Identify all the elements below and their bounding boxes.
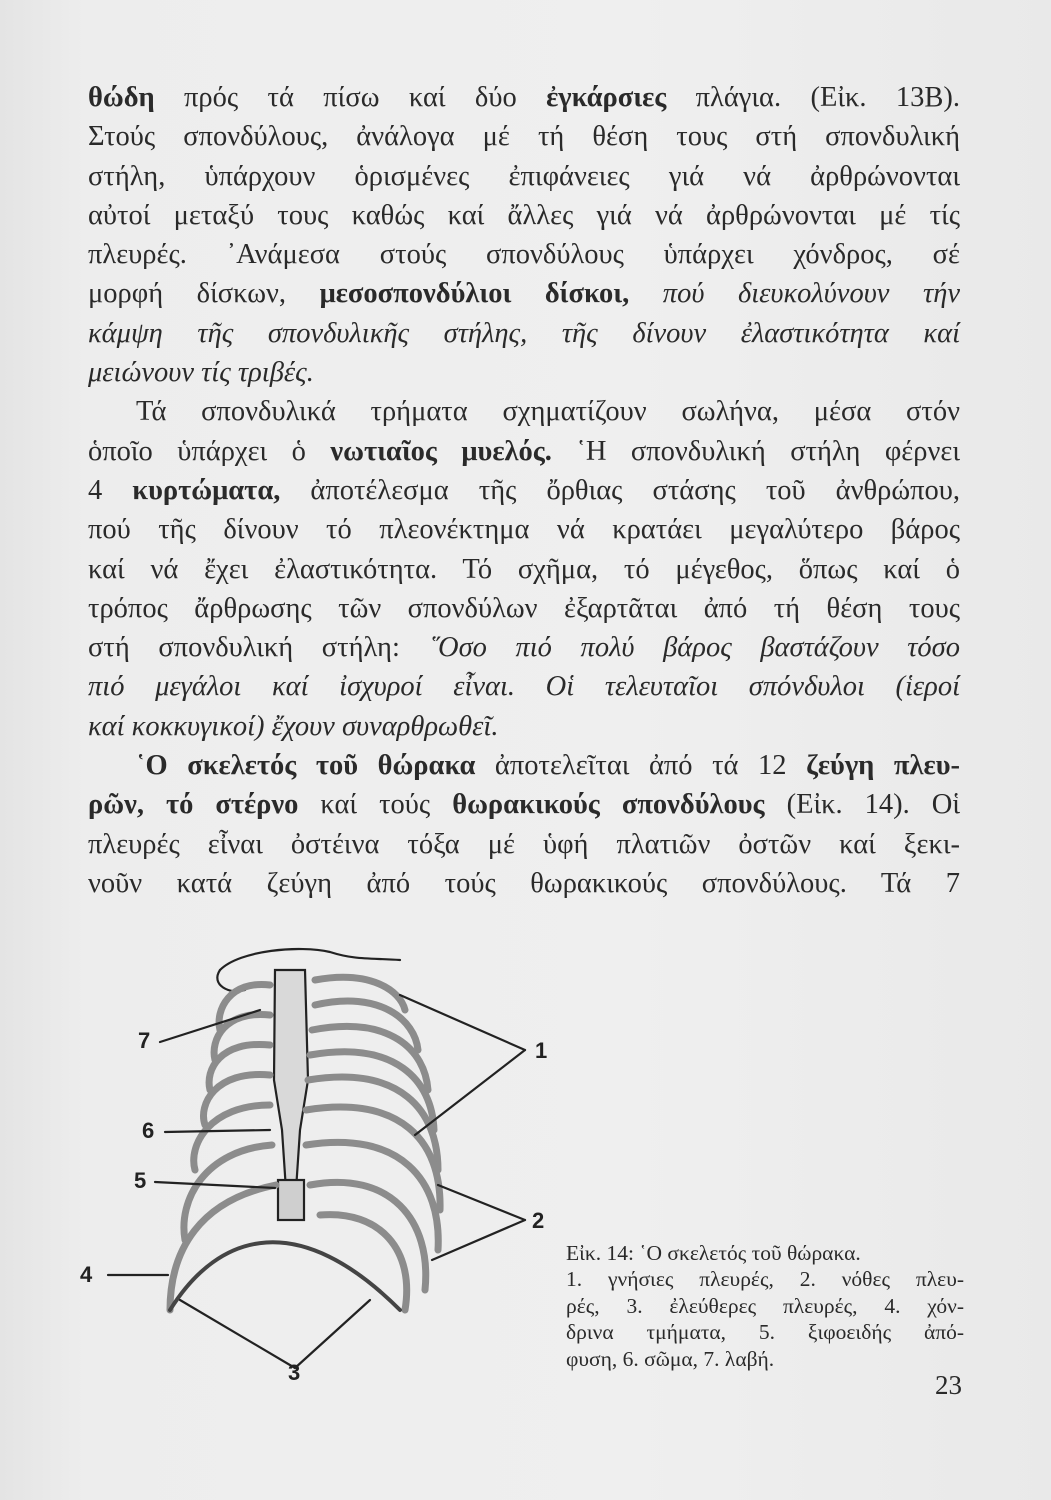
caption-line: φυση, 6. σῶμα, 7. λαβή. bbox=[566, 1346, 775, 1371]
leader-line-3a bbox=[180, 1300, 295, 1368]
body-text bbox=[88, 78, 960, 903]
bold-term: ῾Ο σκελετός τοῦ θώρακα bbox=[136, 750, 476, 782]
thorax-skeleton-drawing bbox=[70, 930, 570, 1390]
text-line: πού τῆς δίνουν τό πλεονέκτημα νά κρατάει μεγαλύτερο βάρος bbox=[88, 514, 960, 546]
text-run: ἀποτέλεσμα τῆς ὄρθιας στάσης τοῦ ἀνθρώπου, bbox=[280, 474, 960, 506]
bold-term: νωτιαῖος μυελός. bbox=[330, 435, 552, 467]
page-number: 23 bbox=[935, 1370, 962, 1400]
caption-line: Εἰκ. 14: ῾Ο σκελετός τοῦ θώρακα. bbox=[566, 1241, 861, 1265]
paragraph-3 bbox=[88, 746, 960, 903]
italic-run: πού διευκολύνουν τήν bbox=[629, 278, 960, 310]
rib bbox=[308, 1077, 438, 1170]
text-run: ὁποῖο ὑπάρχει ὁ bbox=[88, 435, 331, 467]
text-line: Τά σπονδυλικά τρήματα σχηματίζουν σωλήνα, μέσα στόν bbox=[136, 396, 960, 428]
text-run: καί τούς bbox=[298, 789, 453, 821]
text-line: πλευρές. ᾿Ανάμεσα στούς σπονδύλους ὑπάρχει χόνδρος, σέ bbox=[88, 239, 960, 271]
sternum bbox=[274, 970, 308, 1190]
text-line: νοῦν κατά ζεύγη ἀπό τούς θωρακικούς σπονδύλους. Τά 7 bbox=[88, 867, 960, 899]
text-run: 4 bbox=[88, 474, 133, 506]
leader-line-2a bbox=[438, 1185, 525, 1220]
leader-line-2b bbox=[432, 1220, 525, 1260]
label-6: 6 bbox=[142, 1118, 155, 1143]
italic-run: ῞Οσο πιό πολύ βάρος βαστάζουν τόσο bbox=[428, 632, 960, 664]
rib bbox=[306, 1107, 440, 1210]
leader-line-6 bbox=[165, 1130, 270, 1132]
text-run: (Εἰκ. 14). Οἱ bbox=[764, 789, 961, 821]
label-5: 5 bbox=[134, 1168, 147, 1193]
caption-line: ρές, 3. ἐλεύθερες πλευρές, 4. χόν- bbox=[566, 1293, 964, 1318]
label-7: 7 bbox=[138, 1028, 151, 1053]
caption-line: 1. γνήσιες πλευρές, 2. νόθες πλευ- bbox=[566, 1267, 964, 1292]
clavicle-outline bbox=[220, 949, 400, 970]
italic-run: κάμψη τῆς σπονδυλικῆς στήλης, τῆς δίνουν ἐλαστικότητα καί bbox=[88, 317, 960, 349]
figure-caption bbox=[566, 1240, 964, 1372]
italic-run: πιό μεγάλοι καί ἰσχυροί εἶναι. Οἱ τελευταῖοι σπόνδυλοι (ἱεροί bbox=[88, 671, 960, 703]
thorax-skeleton-figure bbox=[70, 930, 570, 1390]
bold-term: θωρακικούς σπονδύλους bbox=[452, 789, 765, 821]
bold-term: ζεύγη πλευ- bbox=[806, 750, 960, 782]
xiphoid-process bbox=[278, 1180, 304, 1220]
text-run: ἀποτελεῖται ἀπό τά 12 bbox=[475, 750, 807, 782]
text-run: στή σπονδυλική στήλη: bbox=[88, 632, 429, 664]
text-line: πλευρές εἶναι ὀστέινα τόξα μέ ὑφή πλατιῶν ὀστῶν καί ξεκι- bbox=[88, 828, 960, 860]
bold-term: ρῶν, τό στέρνο bbox=[88, 789, 299, 821]
leader-line-3b bbox=[295, 1300, 370, 1368]
label-1: 1 bbox=[535, 1038, 548, 1063]
text-run: μορφή δίσκων, bbox=[88, 278, 320, 310]
leader-line-5 bbox=[155, 1182, 275, 1188]
paragraph-1 bbox=[88, 78, 960, 392]
caption-line: δρινα τμήματα, 5. ξιφοειδής ἀπό- bbox=[566, 1320, 964, 1345]
text-line: καί νά ἔχει ἐλαστικότητα. Τό σχῆμα, τό μέγεθος, ὅπως καί ὁ bbox=[88, 553, 960, 585]
text-run: πρός τά πίσω καί δύο bbox=[154, 82, 547, 113]
leader-line-7 bbox=[160, 1010, 260, 1042]
label-4: 4 bbox=[80, 1262, 93, 1287]
text-run: ῾Η σπονδυλική στήλη φέρνει bbox=[551, 435, 960, 467]
text-run: πλάγια. (Εἰκ. 13Β). bbox=[666, 82, 960, 113]
costal-arch bbox=[170, 1242, 400, 1310]
bold-term: κυρτώματα, bbox=[132, 474, 281, 506]
bold-term: ἐγκάρσιες bbox=[546, 82, 667, 113]
rib bbox=[204, 1075, 270, 1125]
italic-run: καί κοκκυγικοί) ἔχουν συναρθρωθεῖ. bbox=[88, 710, 499, 742]
rib bbox=[310, 1052, 434, 1130]
italic-run: μειώνουν τίς τριβές. bbox=[88, 357, 314, 389]
rib bbox=[320, 1215, 407, 1310]
label-3: 3 bbox=[288, 1360, 301, 1385]
text-line: Στούς σπονδύλους, ἀνάλογα μέ τή θέση τους στή σπονδυλική bbox=[88, 121, 960, 153]
text-line: τρόπος ἄρθρωσης τῶν σπονδύλων ἐξαρτᾶται ἀπό τή θέση τους bbox=[88, 592, 960, 624]
label-2: 2 bbox=[532, 1208, 545, 1233]
bold-term: θώδη bbox=[88, 82, 155, 113]
bold-term: μεσοσπονδύλιοι δίσκοι, bbox=[319, 278, 630, 310]
text-line: στήλη, ὑπάρχουν ὁρισμένες ἐπιφάνειες γιά νά ἀρθρώνονται bbox=[88, 160, 960, 192]
leader-line-1b bbox=[415, 1050, 525, 1135]
text-line: αὐτοί μεταξύ τους καθώς καί ἄλλες γιά νά ἀρθρώνονται μέ τίς bbox=[88, 199, 960, 231]
paragraph-2 bbox=[88, 392, 960, 746]
